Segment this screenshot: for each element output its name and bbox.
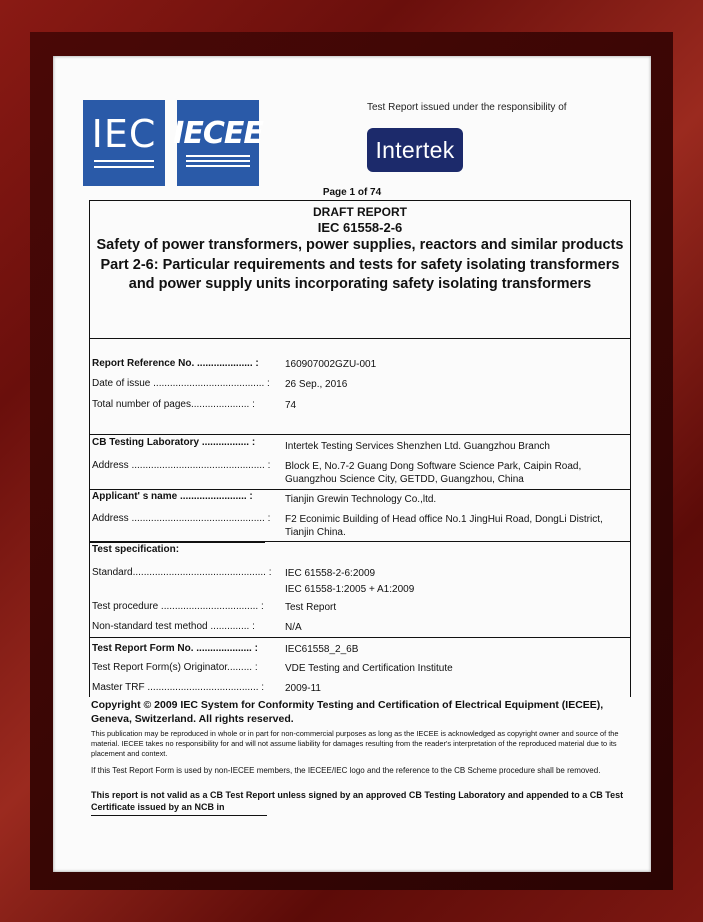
row-value: Test Report [285,602,337,613]
row-label: Applicant' s name ........................ : [92,491,253,502]
row-label: Date of issue ........................................ : [92,378,270,389]
row-value: 2009-11 [285,683,321,694]
row-label: Test procedure ................................... : [92,601,264,612]
applicant-address-row [92,513,603,538]
responsibility-text: Test Report issued under the responsibility of [367,102,567,113]
row-label: Non-standard test method .............. : [92,621,255,632]
cb-testing-lab-row [92,437,550,452]
title-box [89,200,631,338]
lab-address-row [92,460,582,485]
row-value: Tianjin Grewin Technology Co.,ltd. [285,494,437,505]
row-value: Intertek Testing Services Shenzhen Ltd. Guangzhou Branch [285,441,550,452]
row-value: Block E, No.7-2 Guang Dong Software Science Park, Caipin Road, Guangzhou Science City, GETDD, Guangzhou, China [285,461,582,485]
row-value: IEC 61558-2-6:2009 [285,568,376,579]
intertek-logo: Intertek [367,128,463,172]
row-label: Address ................................................ : [92,460,271,471]
standard-number: IEC 61558-2-6 [317,220,403,235]
standard-row [92,567,376,581]
row-value: IEC 61558-1:2005 + A1:2009 [285,584,415,595]
row-value: 26 Sep., 2016 [285,379,348,390]
row-value: N/A [285,622,302,633]
iec-logo-text: IEC [91,112,157,156]
title-line-2: Part 2-6: Particular requirements and tests for safety isolating transformers and power supply units incorporating safety isolating transformers [100,257,620,292]
page-number: Page 1 of 74 [322,187,382,198]
row-label: Standard................................................ : [92,567,272,578]
validity-notice: This report is not valid as a CB Test Report unless signed by an approved CB Testing Laboratory and appended to a CB Test Certificate issued by an NCB in [91,790,624,812]
row-value: F2 Econimic Building of Head office No.1 JingHui Road, DongLi District, Tianjin China. [285,514,603,538]
row-label: CB Testing Laboratory ................. : [92,437,256,448]
underline [89,542,265,543]
applicant-name-row [92,491,437,505]
row-label: Test Report Form No. .................... : [92,643,258,654]
row-label: Report Reference No. .................... : [92,358,259,369]
test-spec-heading: Test specification: [92,544,180,555]
iecee-logo-text: IECEE [173,115,263,151]
trf-originator-row [92,662,453,676]
certificate-paper [53,56,651,872]
master-trf-row [92,682,321,696]
copyright-notice: Copyright © 2009 IEC System for Conformity Testing and Certification of Electrical Equipment (IECEE), Geneva, Switzerland. All rights reserved. [91,699,604,725]
row-label: Total number of pages..................... : [92,399,255,410]
row-value: 74 [285,400,297,411]
test-spec-heading-row [92,544,278,558]
iec-logo [83,100,165,186]
reproduction-notice: This publication may be reproduced in whole or in part for non-commercial purposes as long as the IECEE is acknowledged as copyright owner and source of the material. IECEE takes no responsibility for and will not assume liability for damages resulting from the reader's interpretation of the reproduced material due to its placement and context. [91,729,619,758]
row-label: Master TRF ........................................ : [92,682,265,693]
row-value: 160907002GZU-001 [285,359,377,370]
non-iecee-notice: If this Test Report Form is used by non-IECEE members, the IECEE/IEC logo and the reference to the CB Scheme procedure shall be removed. [91,766,601,775]
test-procedure-row [92,601,337,615]
trf-number-row [92,643,359,657]
row-value: VDE Testing and Certification Institute [285,663,453,674]
iec-logo-lines [94,160,154,168]
report-reference-row [92,358,377,372]
iecee-logo-lines [186,155,250,167]
date-of-issue-row [92,378,348,392]
row-label: Address ................................................ : [92,513,271,524]
iecee-logo [173,100,263,186]
underline [91,815,267,816]
title-line-1: Safety of power transformers, power supplies, reactors and similar products [96,237,624,253]
non-standard-method-row [92,621,302,635]
row-value: IEC61558_2_6B [285,644,359,655]
draft-label: DRAFT REPORT [313,205,407,219]
row-label: Test Report Form(s) Originator......... : [92,662,258,673]
total-pages-row [92,399,297,413]
standard-row-2 [92,583,415,595]
